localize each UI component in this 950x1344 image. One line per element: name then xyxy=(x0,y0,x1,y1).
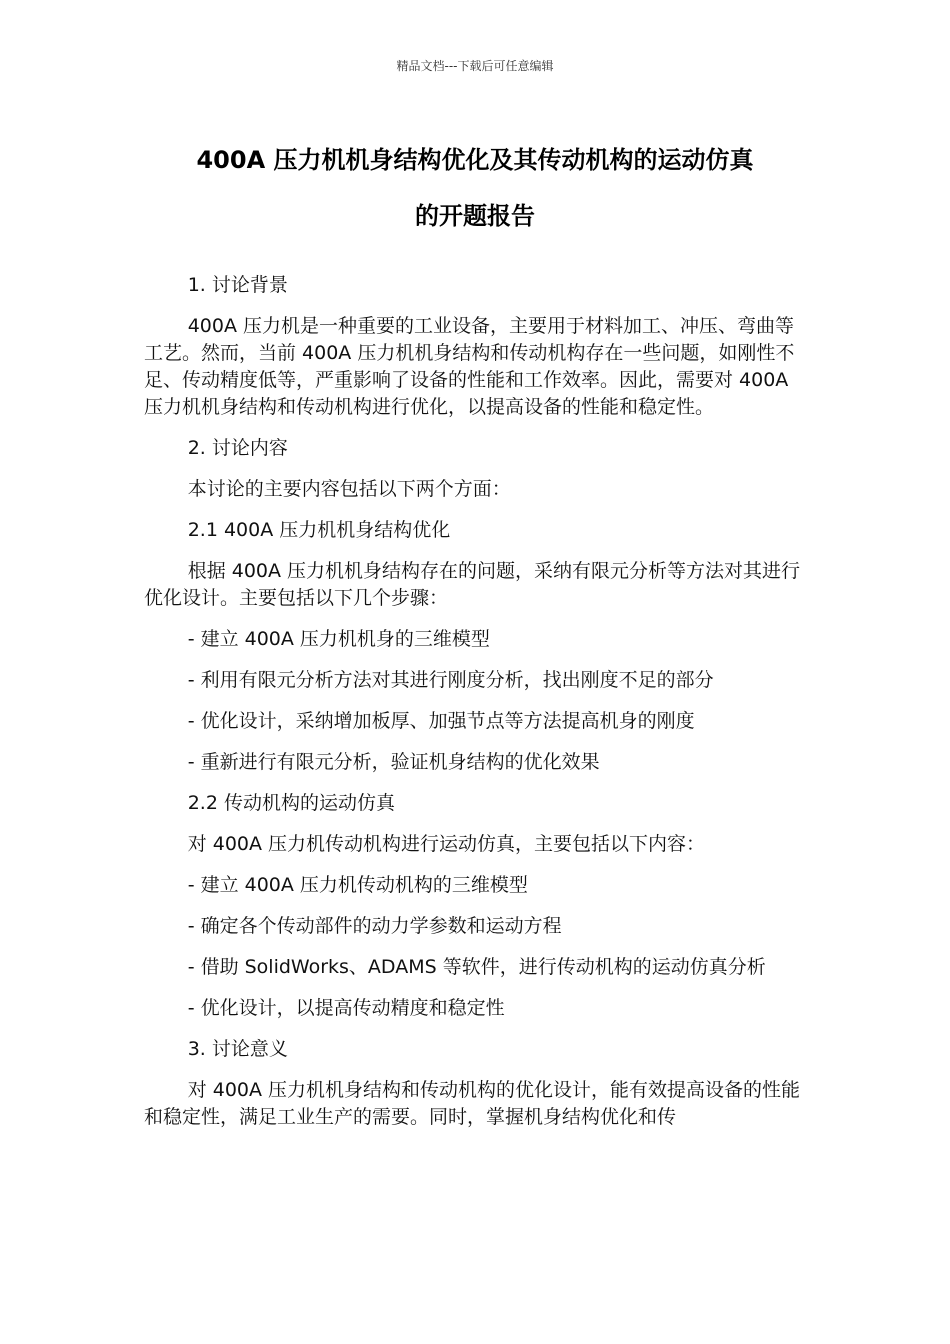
list-item: - 重新进行有限元分析，验证机身结构的优化效果 xyxy=(187,751,600,773)
header-note: 精品文档---下载后可任意编辑 xyxy=(396,59,554,73)
document-body xyxy=(144,272,808,1145)
list-item: - 优化设计，以提高传动精度和稳定性 xyxy=(187,997,505,1019)
list-item: - 利用有限元分析方法对其进行刚度分析，找出刚度不足的部分 xyxy=(187,669,714,691)
content-intro-paragraph: 本讨论的主要内容包括以下两个方面： xyxy=(187,478,511,500)
subsection-heading-structure-optimization: 2.1 400A 压力机机身结构优化 xyxy=(187,519,451,541)
section-heading-significance: 3. 讨论意义 xyxy=(187,1038,288,1060)
list-item: - 建立 400A 压力机机身的三维模型 xyxy=(187,628,490,650)
section-heading-content: 2. 讨论内容 xyxy=(187,437,288,459)
subsection-heading-motion-simulation: 2.2 传动机构的运动仿真 xyxy=(187,792,395,814)
significance-paragraph: 对 400A 压力机机身结构和传动机构的优化设计，能有效提高设备的性能和稳定性，满足工业生产的需要。同时，掌握机身结构优化和传 xyxy=(144,1079,801,1128)
background-paragraph: 400A 压力机是一种重要的工业设备，主要用于材料加工、冲压、弯曲等工艺。然而，当前 400A 压力机机身结构和传动机构存在一些问题，如刚性不足、传动精度低等，严重影响了设备的性能和工作效率。因此，需要对 400A 压力机机身结构和传动机构进行优化，以提高设备的性能和稳定性。 xyxy=(144,315,795,418)
motion-simulation-paragraph: 对 400A 压力机传动机构进行运动仿真，主要包括以下内容： xyxy=(187,833,706,855)
list-item: - 建立 400A 压力机传动机构的三维模型 xyxy=(187,874,528,896)
list-item: - 确定各个传动部件的动力学参数和运动方程 xyxy=(187,915,562,937)
list-item: - 优化设计，采纳增加板厚、加强节点等方法提高机身的刚度 xyxy=(187,710,695,732)
section-heading-background: 1. 讨论背景 xyxy=(187,274,288,296)
structure-optimization-paragraph: 根据 400A 压力机机身结构存在的问题，采纳有限元分析等方法对其进行优化设计。主要包括以下几个步骤： xyxy=(144,560,801,609)
document-title-line-1: 400A 压力机机身结构优化及其传动机构的运动仿真 xyxy=(196,146,754,174)
document-title-line-2: 的开题报告 xyxy=(415,202,535,230)
list-item: - 借助 SolidWorks、ADAMS 等软件，进行传动机构的运动仿真分析 xyxy=(187,956,766,978)
